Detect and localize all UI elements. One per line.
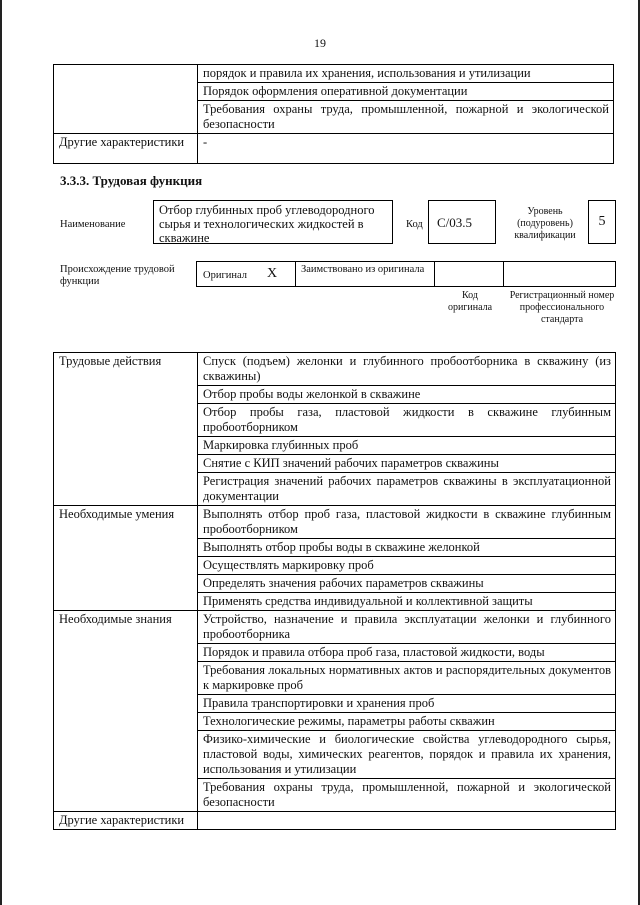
top-table-row: Порядок оформления оперативной документации xyxy=(198,83,614,101)
main-table xyxy=(53,352,616,830)
knowledge-row: Устройство, назначение и правила эксплуатации желонки и глубинного пробоотборника xyxy=(198,611,616,644)
top-table-row: Требования охраны труда, промышленной, пожарной и экологической безопасности xyxy=(198,101,614,134)
top-table-other-label: Другие характеристики xyxy=(54,134,198,164)
actions-label: Трудовые действия xyxy=(54,353,198,506)
skill-row: Определять значения рабочих параметров скважины xyxy=(198,575,616,593)
code-original-caption: Код оригинала xyxy=(447,290,493,313)
level-label: Уровень (подуровень) квалификации xyxy=(514,206,576,241)
code-label: Код xyxy=(406,219,423,230)
original-box xyxy=(196,261,296,287)
scan-left-edge xyxy=(0,0,2,905)
knowledge-row: Правила транспортировки и хранения проб xyxy=(198,695,616,713)
section-heading: 3.3.3. Трудовая функция xyxy=(60,173,203,188)
original-mark: X xyxy=(267,266,278,281)
action-row: Отбор пробы воды желонкой в скважине xyxy=(198,386,616,404)
top-table-other-value: - xyxy=(198,134,614,164)
skill-row: Применять средства индивидуальной и коллективной защиты xyxy=(198,593,616,611)
other-label: Другие характеристики xyxy=(54,812,198,830)
skill-row: Осуществлять маркировку проб xyxy=(198,557,616,575)
name-value: Отбор глубинных проб углеводородного сырья и технологических жидкостей в скважине xyxy=(153,200,393,244)
level-value: 5 xyxy=(588,200,616,244)
knowledge-row: Требования охраны труда, промышленной, пожарной и экологической безопасности xyxy=(198,779,616,812)
reg-number-caption: Регистрационный номер профессионального стандарта xyxy=(509,290,615,325)
page-number: 19 xyxy=(314,36,326,50)
other-value xyxy=(198,812,616,830)
reg-number-box xyxy=(503,261,616,287)
action-row: Спуск (подъем) желонки и глубинного пробоотборника в скважину (из скважины) xyxy=(198,353,616,386)
original-label: Оригинал xyxy=(203,270,247,281)
action-row: Маркировка глубинных проб xyxy=(198,437,616,455)
knowledge-label: Необходимые знания xyxy=(54,611,198,812)
knowledge-row: Физико-химические и биологические свойства углеводородного сырья, пластовой воды, химических реагентов, порядок и правила их хранения, использования и утилизации xyxy=(198,731,616,779)
name-label: Наименование xyxy=(60,219,126,230)
knowledge-row: Порядок и правила отбора проб газа, пластовой жидкости, воды xyxy=(198,644,616,662)
skills-label: Необходимые умения xyxy=(54,506,198,611)
skill-row: Выполнять отбор пробы воды в скважине желонкой xyxy=(198,539,616,557)
action-row: Снятие с КИП значений рабочих параметров скважины xyxy=(198,455,616,473)
action-row: Отбор пробы газа, пластовой жидкости в скважине глубинным пробоотборником xyxy=(198,404,616,437)
code-original-box xyxy=(434,261,504,287)
knowledge-row: Требования локальных нормативных актов и распорядительных документов к маркировке проб xyxy=(198,662,616,695)
top-table-label-cell xyxy=(54,65,198,134)
top-table-row: порядок и правила их хранения, использования и утилизации xyxy=(198,65,614,83)
top-table xyxy=(53,64,614,164)
knowledge-row: Технологические режимы, параметры работы скважин xyxy=(198,713,616,731)
origin-label: Происхождение трудовой функции xyxy=(60,264,175,287)
code-value: C/03.5 xyxy=(428,200,496,244)
action-row: Регистрация значений рабочих параметров скважины в эксплуатационной документации xyxy=(198,473,616,506)
borrowed-box: Заимствовано из оригинала xyxy=(295,261,435,287)
skill-row: Выполнять отбор проб газа, пластовой жидкости в скважине глубинным пробоотборником xyxy=(198,506,616,539)
